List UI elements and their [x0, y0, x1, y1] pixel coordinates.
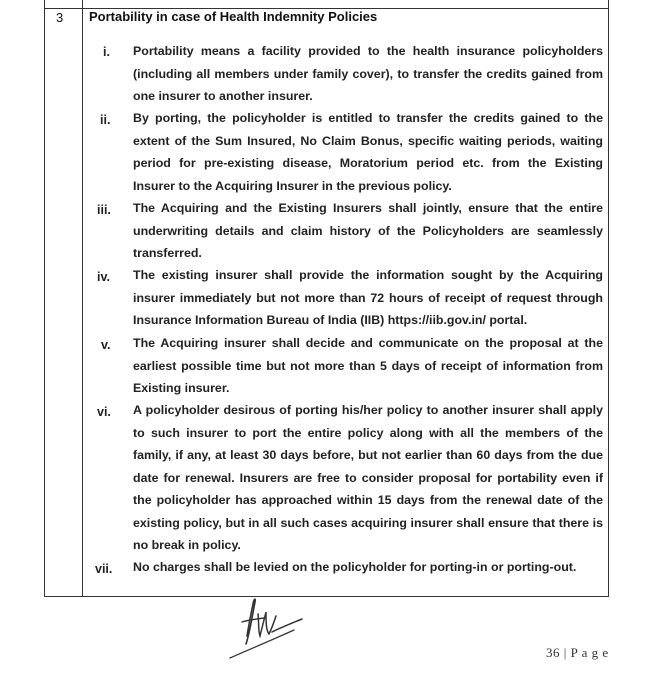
item-number: iv.	[97, 270, 110, 284]
item-text: The Acquiring insurer shall decide and communicate on the proposal at the earliest possible time but not more than 5 days of receipt of information from Existing insurer.	[133, 336, 603, 395]
section-number: 3	[56, 10, 64, 25]
signature-image	[228, 592, 308, 662]
item-text: The Acquiring and the Existing Insurers shall jointly, ensure that the entire underwriting details and claim history of the Policyholders are seamlessly transferred.	[133, 201, 603, 260]
page-number: 36 | P a g e	[546, 645, 609, 660]
item-number: ii.	[100, 113, 111, 127]
item-text: No charges shall be levied on the policyholder for porting-in or porting-out.	[133, 560, 577, 574]
item-number: i.	[103, 45, 110, 59]
item-text: By porting, the policyholder is entitled to transfer the credits gained to the extent of the Sum Insured, No Claim Bonus, specific waiting periods, waiting period for pre-existing disease, Moratorium period etc. from the Existing Insurer to the Acquiring Insurer in the previous policy.	[133, 111, 603, 193]
item-number: vii.	[95, 562, 113, 576]
table-column-divider	[82, 0, 83, 596]
item-number: v.	[101, 338, 111, 352]
item-text: A policyholder desirous of porting his/her policy to another insurer shall apply to such insurer to port the entire policy along with all the members of the family, if any, at least 30 days before, but not earlier than 60 days from the due date for renewal. Insurers are free to consider proposal for portability even if the policyholder has approached within 15 days from the renewal date of the existing policy, but in all such cases acquiring insurer shall ensure that there is no break in policy.	[133, 403, 603, 552]
section-heading: Portability in case of Health Indemnity Policies	[89, 9, 378, 24]
item-text: The existing insurer shall provide the information sought by the Acquiring insurer immediately but not more than 72 hours of receipt of request through Insurance Information Bureau of India (IIB) https://iib.gov.in/ portal.	[133, 268, 603, 327]
item-number: iii.	[97, 203, 111, 217]
item-text: Portability means a facility provided to the health insurance policyholders (including all members under family cover), to transfer the credits gained from one insurer to another insurer.	[133, 44, 603, 103]
item-number: vi.	[97, 405, 111, 419]
